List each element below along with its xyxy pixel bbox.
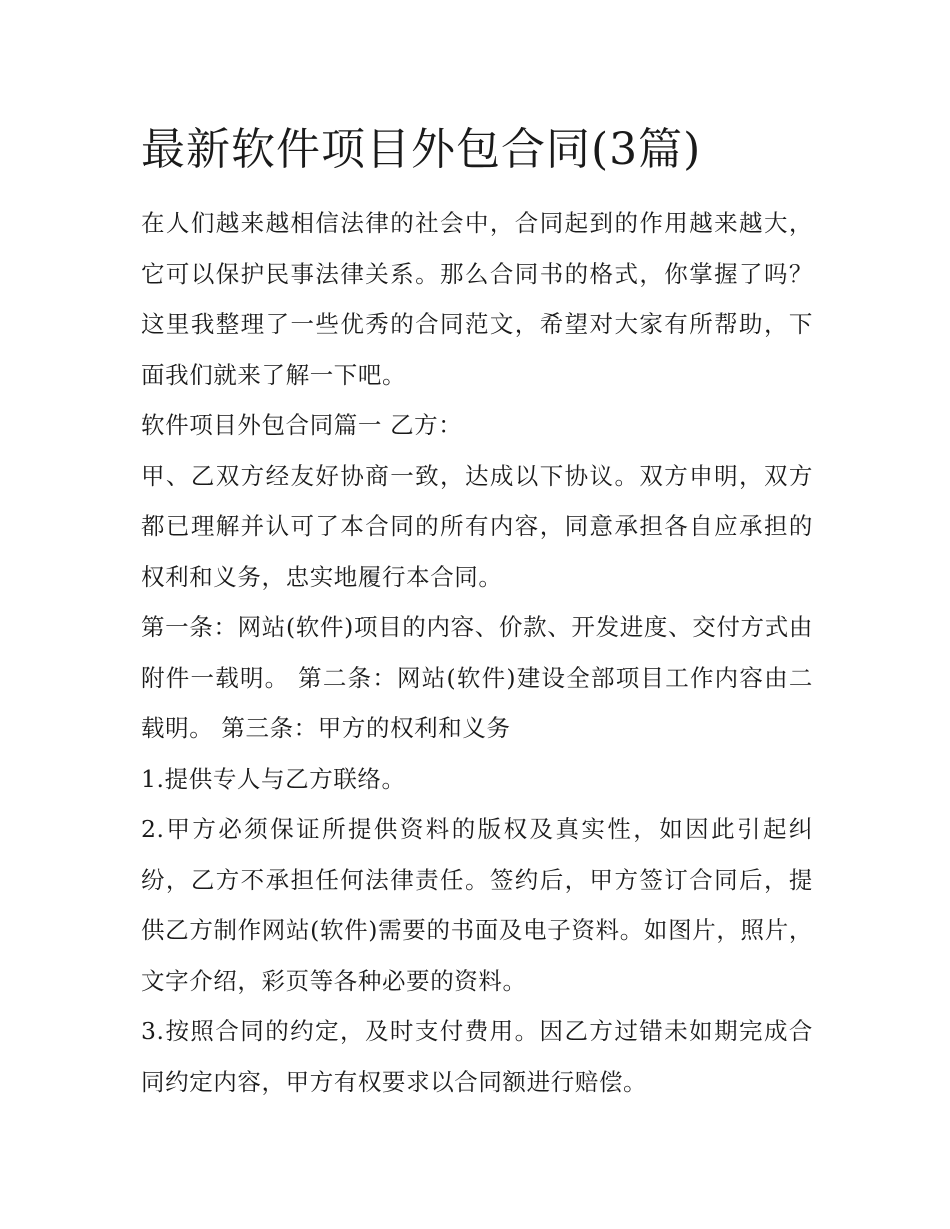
articles-paragraph: 第一条：网站(软件)项目的内容、价款、开发进度、交付方式由附件一载明。 第二条：网站(软件)建设全部项目工作内容由二载明。 第三条：甲方的权利和义务 (141, 613, 813, 742)
clause-2: 2.甲方必须保证所提供资料的版权及真实性，如因此引起纠纷，乙方不承担任何法律责任。签约后，甲方签订合同后，提供乙方制作网站(软件)需要的书面及电子资料。如图片，照片，文字介绍，彩页等各种必要的资料。 (141, 815, 813, 995)
document-body (141, 118, 813, 1107)
agreement-paragraph: 甲、乙双方经友好协商一致，达成以下协议。双方申明，双方都已理解并认可了本合同的所有内容，同意承担各自应承担的权利和义务，忠实地履行本合同。 (141, 461, 813, 591)
document-title: 最新软件项目外包合同(3篇) (141, 124, 702, 175)
clause-1: 1.提供专人与乙方联络。 (141, 764, 406, 793)
intro-paragraph: 在人们越来越相信法律的社会中，合同起到的作用越来越大，它可以保护民事法律关系。那么合同书的格式，你掌握了吗？这里我整理了一些优秀的合同范文，希望对大家有所帮助，下面我们就来了解一下吧。 (141, 209, 813, 389)
clause-3: 3.按照合同的约定，及时支付费用。因乙方过错未如期完成合同约定内容，甲方有权要求以合同额进行赔偿。 (141, 1017, 813, 1096)
section-heading: 软件项目外包合同篇一 乙方： (141, 411, 463, 439)
